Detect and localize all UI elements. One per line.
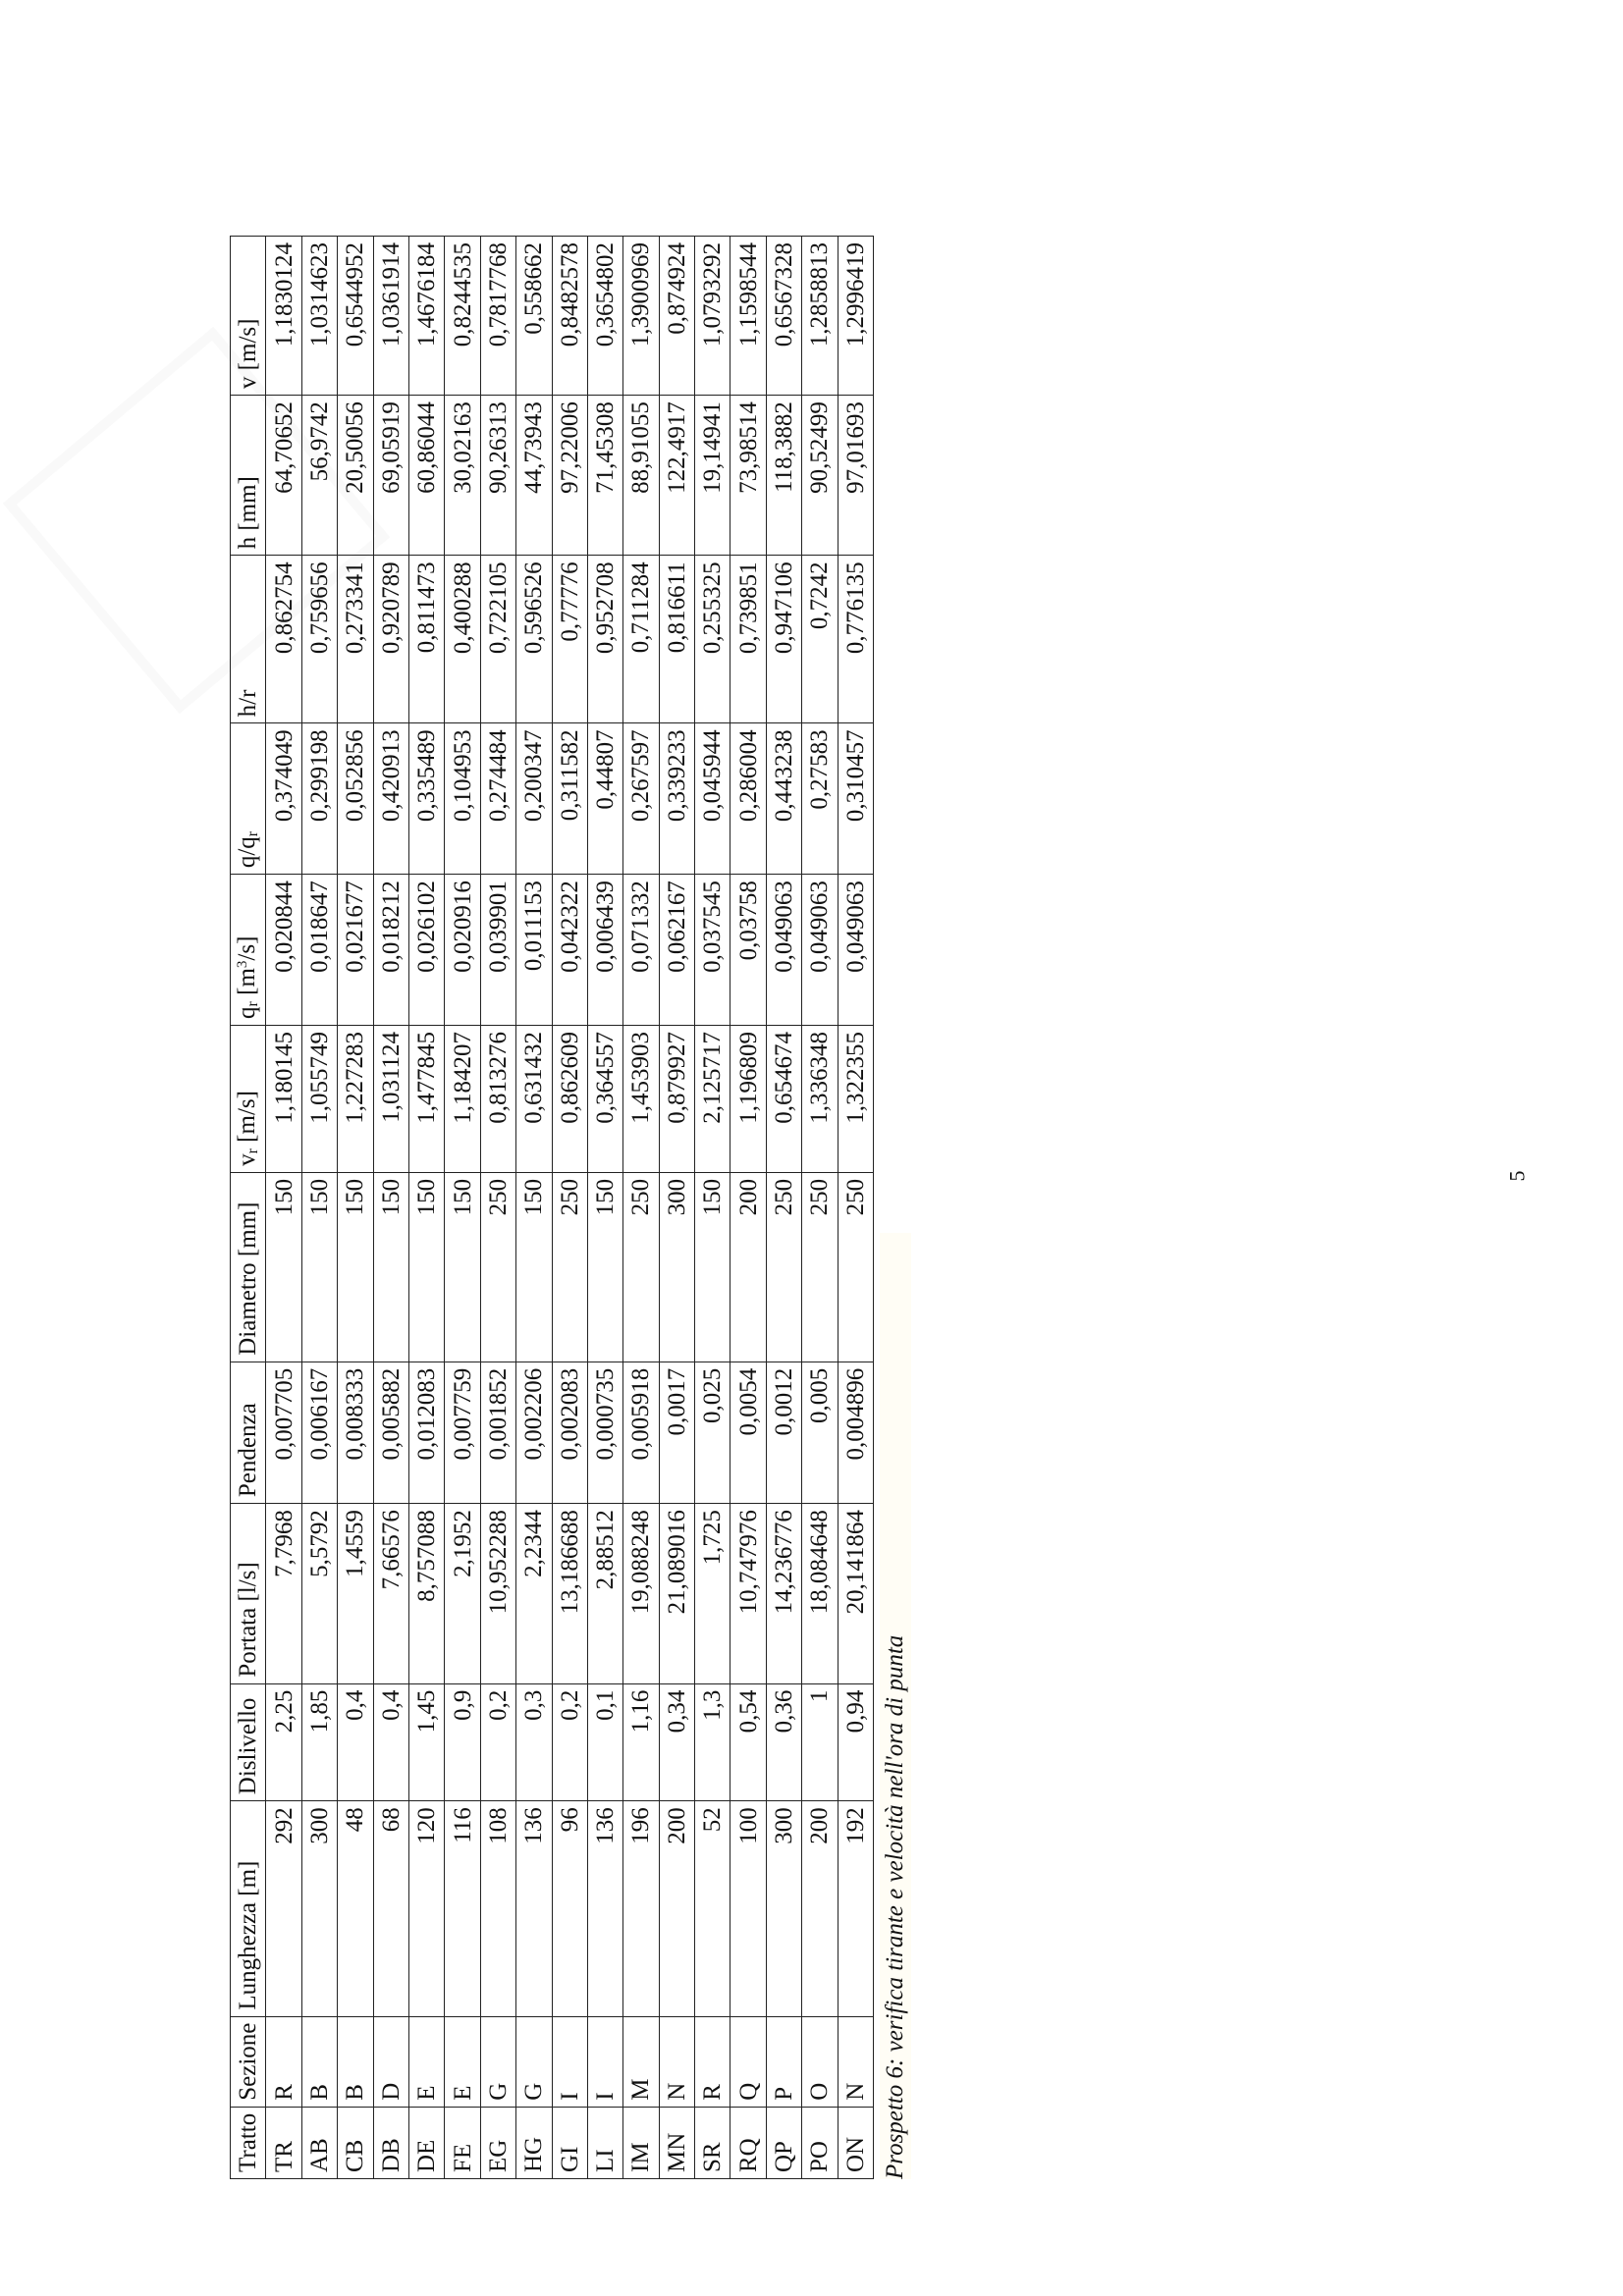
table-cell: 0,049063 [802, 875, 838, 1026]
table-cell: 20,141864 [838, 1504, 873, 1684]
header-cell: q/qr [231, 723, 266, 875]
table-cell: 30,02163 [445, 396, 480, 556]
header-cell: Tratto [231, 2107, 266, 2178]
table-cell: 0,311582 [552, 723, 587, 875]
table-cell: 0,025 [695, 1362, 730, 1503]
table-cell: 0,1 [587, 1683, 622, 1801]
table-cell: 69,05919 [373, 396, 408, 556]
table-cell: B [338, 2016, 373, 2107]
header-cell: Portata [l/s] [231, 1504, 266, 1684]
table-cell: 1,85 [301, 1683, 337, 1801]
table-cell: 0,874924 [659, 237, 694, 396]
table-cell: SR [695, 2107, 730, 2178]
table-cell: 250 [802, 1172, 838, 1362]
table-cell: 0,2 [552, 1683, 587, 1801]
table-cell: 7,66576 [373, 1504, 408, 1684]
table-cell: R [266, 2016, 301, 2107]
table-cell: 1,2858813 [802, 237, 838, 396]
table-cell: 0,4 [373, 1683, 408, 1801]
table-cell: 0,920789 [373, 556, 408, 723]
table-cell: 0,558662 [516, 237, 552, 396]
table-cell: 2,125717 [695, 1025, 730, 1172]
table-cell: 0,011153 [516, 875, 552, 1026]
table-cell: 118,3882 [766, 396, 801, 556]
table-cell: 0,6567328 [766, 237, 801, 396]
table-cell: 0,0017 [659, 1362, 694, 1503]
table-cell: 0,007705 [266, 1362, 301, 1503]
table-cell: 136 [587, 1801, 622, 2016]
header-cell: h [mm] [231, 396, 266, 556]
table-cell: 136 [516, 1801, 552, 2016]
table-cell: 0,420913 [373, 723, 408, 875]
table-cell: 0,7817768 [480, 237, 515, 396]
table-cell: 200 [730, 1172, 766, 1362]
table-cell: 0,443238 [766, 723, 801, 875]
table-cell: 250 [552, 1172, 587, 1362]
table-row [301, 237, 337, 2179]
table-row [695, 237, 730, 2179]
table-row [766, 237, 801, 2179]
table-cell: 0,0012 [766, 1362, 801, 1503]
table-cell: 1,180145 [266, 1025, 301, 1172]
table-cell: 0,862754 [266, 556, 301, 723]
table-cell: 300 [301, 1801, 337, 2016]
table-cell: 250 [480, 1172, 515, 1362]
table-cell: 150 [695, 1172, 730, 1362]
table-cell: 0,816611 [659, 556, 694, 723]
table-cell: P [766, 2016, 801, 2107]
table-cell: 0,062167 [659, 875, 694, 1026]
table-cell: 0,776135 [838, 556, 873, 723]
table-cell: 97,01693 [838, 396, 873, 556]
table-row [445, 237, 480, 2179]
table-cell: 71,45308 [587, 396, 622, 556]
table-row [408, 237, 444, 2179]
table-cell: 0,018212 [373, 875, 408, 1026]
header-cell: vr [m/s] [231, 1025, 266, 1172]
table-cell: 2,2344 [516, 1504, 552, 1684]
table-cell: 73,98514 [730, 396, 766, 556]
table-cell: 0,400288 [445, 556, 480, 723]
table-cell: 200 [802, 1801, 838, 2016]
table-cell: 300 [659, 1172, 694, 1362]
table-cell: 0,052856 [338, 723, 373, 875]
table-cell: 1 [802, 1683, 838, 1801]
table-cell: 150 [516, 1172, 552, 1362]
table-cell: N [659, 2016, 694, 2107]
table-cell: 0,012083 [408, 1362, 444, 1503]
table-cell: 0,44807 [587, 723, 622, 875]
table-cell: 1,4559 [338, 1504, 373, 1684]
table-row [338, 237, 373, 2179]
table-cell: 120 [408, 1801, 444, 2016]
table-cell: FE [445, 2107, 480, 2178]
rotated-page-content [230, 216, 917, 2179]
table-cell: 1,1830124 [266, 237, 301, 396]
table-cell: 0,071332 [623, 875, 659, 1026]
table-cell: 0,006439 [587, 875, 622, 1026]
table-cell: 5,5792 [301, 1504, 337, 1684]
table-cell: 0,77776 [552, 556, 587, 723]
table-cell: 1,184207 [445, 1025, 480, 1172]
table-cell: 1,336348 [802, 1025, 838, 1172]
table-cell: 97,22006 [552, 396, 587, 556]
table-cell: 0,004896 [838, 1362, 873, 1503]
table-row [623, 237, 659, 2179]
table-cell: 150 [445, 1172, 480, 1362]
table-cell: 0,021677 [338, 875, 373, 1026]
table-cell: TR [266, 2107, 301, 2178]
table-cell: LI [587, 2107, 622, 2178]
table-cell: 150 [301, 1172, 337, 1362]
table-cell: 1,2996419 [838, 237, 873, 396]
table-row [659, 237, 694, 2179]
table-cell: 2,88512 [587, 1504, 622, 1684]
table-cell: G [516, 2016, 552, 2107]
table-cell: 18,084648 [802, 1504, 838, 1684]
table-cell: MN [659, 2107, 694, 2178]
table-cell: 10,952288 [480, 1504, 515, 1684]
table-cell: 13,186688 [552, 1504, 587, 1684]
table-cell: 0,002083 [552, 1362, 587, 1503]
table-cell: 0,631432 [516, 1025, 552, 1172]
table-cell: 1,45 [408, 1683, 444, 1801]
table-cell: 68 [373, 1801, 408, 2016]
table-cell: 0,3654802 [587, 237, 622, 396]
table-row [373, 237, 408, 2179]
table-cell: IM [623, 2107, 659, 2178]
table-cell: 116 [445, 1801, 480, 2016]
table-cell: N [838, 2016, 873, 2107]
table-cell: 0,8244535 [445, 237, 480, 396]
table-cell: 0,8482578 [552, 237, 587, 396]
table-cell: 0,36 [766, 1683, 801, 1801]
table-cell: 0,947106 [766, 556, 801, 723]
table-cell: I [552, 2016, 587, 2107]
table-cell: 1,0793292 [695, 237, 730, 396]
table-cell: 52 [695, 1801, 730, 2016]
table-cell: 1,3900969 [623, 237, 659, 396]
table-cell: 0,005 [802, 1362, 838, 1503]
table-cell: 0,811473 [408, 556, 444, 723]
table-cell: 8,757088 [408, 1504, 444, 1684]
table-cell: 150 [587, 1172, 622, 1362]
table-cell: 1,16 [623, 1683, 659, 1801]
table-cell: Q [730, 2016, 766, 2107]
table-cell: R [695, 2016, 730, 2107]
table-cell: 0,813276 [480, 1025, 515, 1172]
table-cell: 1,3 [695, 1683, 730, 1801]
table-cell: 300 [766, 1801, 801, 2016]
table-cell: 88,91055 [623, 396, 659, 556]
table-cell: 0,018647 [301, 875, 337, 1026]
table-cell: HG [516, 2107, 552, 2178]
table-cell: E [445, 2016, 480, 2107]
table-cell: 0,200347 [516, 723, 552, 875]
table-cell: 0,006167 [301, 1362, 337, 1503]
table-cell: 0,759656 [301, 556, 337, 723]
header-cell: Diametro [mm] [231, 1172, 266, 1362]
table-cell: 0,6544952 [338, 237, 373, 396]
table-cell: 0,001852 [480, 1362, 515, 1503]
table-cell: 0,274484 [480, 723, 515, 875]
table-cell: 0,049063 [766, 875, 801, 1026]
table-row [266, 237, 301, 2179]
table-cell: 250 [623, 1172, 659, 1362]
table-cell: 196 [623, 1801, 659, 2016]
table-cell: 1,725 [695, 1504, 730, 1684]
table-cell: 1,477845 [408, 1025, 444, 1172]
table-header-row [231, 237, 266, 2179]
table-cell: 200 [659, 1801, 694, 2016]
table-cell: 0,005882 [373, 1362, 408, 1503]
table-cell: 0,34 [659, 1683, 694, 1801]
header-cell: h/r [231, 556, 266, 723]
table-cell: 0,310457 [838, 723, 873, 875]
table-cell: PO [802, 2107, 838, 2178]
table-cell: 1,0314623 [301, 237, 337, 396]
table-cell: 1,031124 [373, 1025, 408, 1172]
header-cell: qr $[m^3/s]$ [231, 875, 266, 1026]
table-cell: 0,049063 [838, 875, 873, 1026]
table-cell: 0,255325 [695, 556, 730, 723]
table-row [480, 237, 515, 2179]
table-cell: 0,005918 [623, 1362, 659, 1503]
table-cell: EG [480, 2107, 515, 2178]
table-cell: G [480, 2016, 515, 2107]
table-cell: 150 [338, 1172, 373, 1362]
table-cell: 2,1952 [445, 1504, 480, 1684]
table-cell: 100 [730, 1801, 766, 2016]
table-cell: 0,335489 [408, 723, 444, 875]
table-cell: 250 [766, 1172, 801, 1362]
table-cell: 0,0054 [730, 1362, 766, 1503]
header-cell: Sezione [231, 2016, 266, 2107]
table-cell: 0,7242 [802, 556, 838, 723]
table-cell: 19,088248 [623, 1504, 659, 1684]
table-cell: 0,002206 [516, 1362, 552, 1503]
table-cell: 1,227283 [338, 1025, 373, 1172]
table-cell: 0,54 [730, 1683, 766, 1801]
table-cell: DB [373, 2107, 408, 2178]
table-cell: 0,3 [516, 1683, 552, 1801]
table-row [587, 237, 622, 2179]
table-cell: RQ [730, 2107, 766, 2178]
table-cell: 7,7968 [266, 1504, 301, 1684]
table-cell: 0,000735 [587, 1362, 622, 1503]
table-cell: 64,70652 [266, 396, 301, 556]
table-cell: B [301, 2016, 337, 2107]
table-cell: 1,453903 [623, 1025, 659, 1172]
table-body [266, 237, 874, 2179]
table-cell: 0,020916 [445, 875, 480, 1026]
data-table [230, 236, 874, 2179]
table-cell: 0,020844 [266, 875, 301, 1026]
table-cell: 0,27583 [802, 723, 838, 875]
table-cell: 96 [552, 1801, 587, 2016]
table-cell: 0,299198 [301, 723, 337, 875]
table-cell: 0,267597 [623, 723, 659, 875]
table-cell: 48 [338, 1801, 373, 2016]
table-cell: 0,879927 [659, 1025, 694, 1172]
table-cell: 21,089016 [659, 1504, 694, 1684]
table-cell: ON [838, 2107, 873, 2178]
table-cell: E [408, 2016, 444, 2107]
table-cell: 0,374049 [266, 723, 301, 875]
header-cell: Dislivello [231, 1683, 266, 1801]
table-cell: 150 [408, 1172, 444, 1362]
table-cell: 1,4676184 [408, 237, 444, 396]
table-cell: 0,037545 [695, 875, 730, 1026]
table-cell: M [623, 2016, 659, 2107]
table-cell: 20,50056 [338, 396, 373, 556]
table-cell: 150 [373, 1172, 408, 1362]
table-cell: 0,364557 [587, 1025, 622, 1172]
table-cell: 0,952708 [587, 556, 622, 723]
table-row [838, 237, 873, 2179]
table-cell: 10,747976 [730, 1504, 766, 1684]
table-cell: 1,0361914 [373, 237, 408, 396]
table-row [516, 237, 552, 2179]
table-cell: 0,711284 [623, 556, 659, 723]
table-row [802, 237, 838, 2179]
table-cell: 44,73943 [516, 396, 552, 556]
table-cell: QP [766, 2107, 801, 2178]
table-cell: 122,4917 [659, 396, 694, 556]
table-cell: GI [552, 2107, 587, 2178]
table-cell: 0,596526 [516, 556, 552, 723]
table-cell: 0,03758 [730, 875, 766, 1026]
table-row [730, 237, 766, 2179]
table-cell: 108 [480, 1801, 515, 2016]
table-cell: 0,4 [338, 1683, 373, 1801]
table-cell: 250 [838, 1172, 873, 1362]
table-cell: 0,9 [445, 1683, 480, 1801]
table-cell: 292 [266, 1801, 301, 2016]
table-cell: 19,14941 [695, 396, 730, 556]
table-cell: 0,273341 [338, 556, 373, 723]
table-cell: 0,039901 [480, 875, 515, 1026]
table-cell: AB [301, 2107, 337, 2178]
table-cell: 1,196809 [730, 1025, 766, 1172]
table-cell: 0,007759 [445, 1362, 480, 1503]
table-cell: CB [338, 2107, 373, 2178]
table-cell: D [373, 2016, 408, 2107]
table-cell: 56,9742 [301, 396, 337, 556]
table-cell: 2,25 [266, 1683, 301, 1801]
page-number: 5 [1504, 1170, 1530, 1182]
table-cell: 150 [266, 1172, 301, 1362]
table-cell: 0,045944 [695, 723, 730, 875]
table-cell: 60,86044 [408, 396, 444, 556]
table-cell: 0,008333 [338, 1362, 373, 1503]
table-cell: 90,52499 [802, 396, 838, 556]
table-cell: 0,739851 [730, 556, 766, 723]
table-cell: 1,322355 [838, 1025, 873, 1172]
table-cell: 0,026102 [408, 875, 444, 1026]
table-cell: DE [408, 2107, 444, 2178]
table-cell: 1,055749 [301, 1025, 337, 1172]
table-cell: 1,1598544 [730, 237, 766, 396]
table-cell: 0,286004 [730, 723, 766, 875]
table-cell: 0,722105 [480, 556, 515, 723]
table-cell: 0,2 [480, 1683, 515, 1801]
table-cell: 0,862609 [552, 1025, 587, 1172]
table-cell: 0,104953 [445, 723, 480, 875]
table-cell: 0,94 [838, 1683, 873, 1801]
table-caption: Prospetto 6: verifica tirante e velocità nell'ora di punta [880, 1233, 911, 2179]
table-cell: 14,236776 [766, 1504, 801, 1684]
table-cell: 90,26313 [480, 396, 515, 556]
table-cell: 0,339233 [659, 723, 694, 875]
table-row [552, 237, 587, 2179]
table-cell: 192 [838, 1801, 873, 2016]
header-cell: v [m/s] [231, 237, 266, 396]
table-cell: I [587, 2016, 622, 2107]
header-cell: Lunghezza [m] [231, 1801, 266, 2016]
table-cell: 0,042322 [552, 875, 587, 1026]
header-cell: Pendenza [231, 1362, 266, 1503]
table-cell: O [802, 2016, 838, 2107]
table-cell: 0,654674 [766, 1025, 801, 1172]
